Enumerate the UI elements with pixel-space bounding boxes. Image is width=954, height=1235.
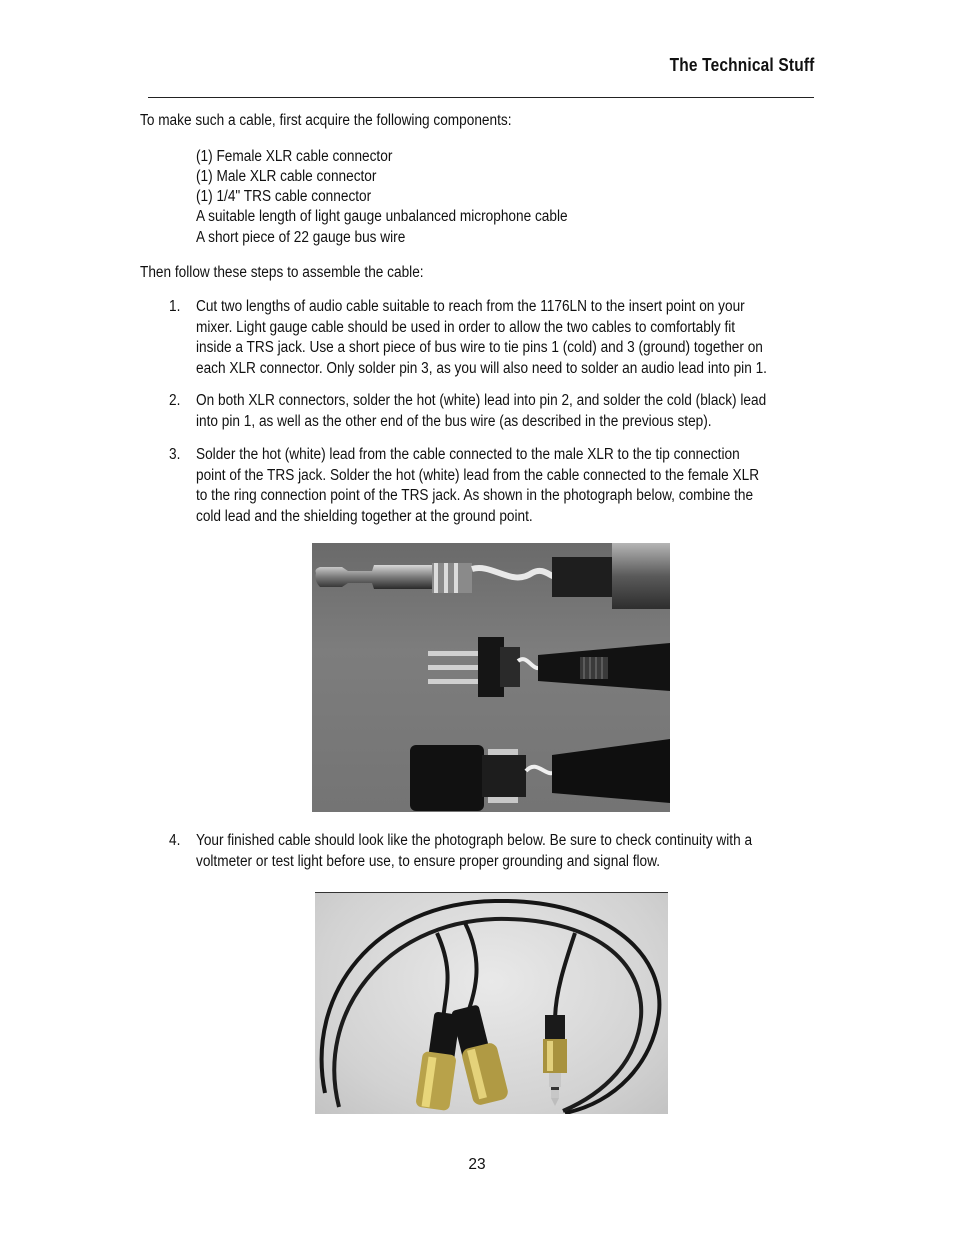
step-line: cold lead and the shielding together at the ground point.: [196, 507, 533, 525]
step-line: into pin 1, as well as the other end of the bus wire (as described in the previous step).: [196, 412, 712, 430]
step-text: [196, 297, 812, 379]
component-item: (1) 1/4" TRS cable connector: [196, 188, 372, 205]
component-item: (1) Female XLR cable connector: [196, 148, 393, 165]
component-item: (1) Male XLR cable connector: [196, 168, 377, 185]
page-number: 23: [468, 1156, 486, 1173]
component-item: A suitable length of light gauge unbalanced microphone cable: [196, 208, 568, 225]
intro-paragraph: To make such a cable, first acquire the following components:: [140, 112, 512, 129]
step-number: 2.: [169, 392, 181, 409]
step-line: inside a TRS jack. Use a short piece of bus wire to tie pins 1 (cold) and 3 (ground) together on: [196, 339, 763, 356]
running-header: The Technical Stuff: [669, 55, 814, 75]
header-rule: [148, 97, 814, 98]
connector-wiring-icon: [312, 543, 670, 812]
step-line: Your finished cable should look like the photograph below. Be sure to check continuity with a: [196, 832, 753, 849]
step-number: 1.: [169, 298, 181, 315]
step-text: [196, 391, 812, 432]
step-line: to the ring connection point of the TRS jack. As shown in the photograph below, combine the: [196, 487, 754, 504]
finished-cable-photo: [315, 892, 668, 1114]
step-text: [196, 445, 812, 527]
steps-intro-paragraph: Then follow these steps to assemble the cable:: [140, 264, 424, 281]
step-number: 3.: [169, 446, 181, 463]
step-number: 4.: [169, 832, 181, 849]
step-text: [196, 831, 812, 872]
connector-wiring-photo: [312, 543, 670, 812]
step-line: On both XLR connectors, solder the hot (white) lead into pin 2, and solder the cold (black) lead: [196, 392, 767, 409]
step-line: Solder the hot (white) lead from the cable connected to the male XLR to the tip connection: [196, 446, 740, 463]
step-line: mixer. Light gauge cable should be used in order to allow the two cables to comfortably fit: [196, 318, 736, 336]
step-line: Cut two lengths of audio cable suitable to reach from the 1176LN to the insert point on your: [196, 298, 745, 315]
finished-cable-icon: [315, 893, 668, 1114]
component-item: A short piece of 22 gauge bus wire: [196, 229, 406, 246]
step-line: voltmeter or test light before use, to ensure proper grounding and signal flow.: [196, 852, 661, 870]
step-line: each XLR connector. Only solder pin 3, as you will also need to solder an audio lead into pin 1.: [196, 359, 767, 377]
step-line: point of the TRS jack. Solder the hot (white) lead from the cable connected to the female XLR: [196, 466, 760, 484]
